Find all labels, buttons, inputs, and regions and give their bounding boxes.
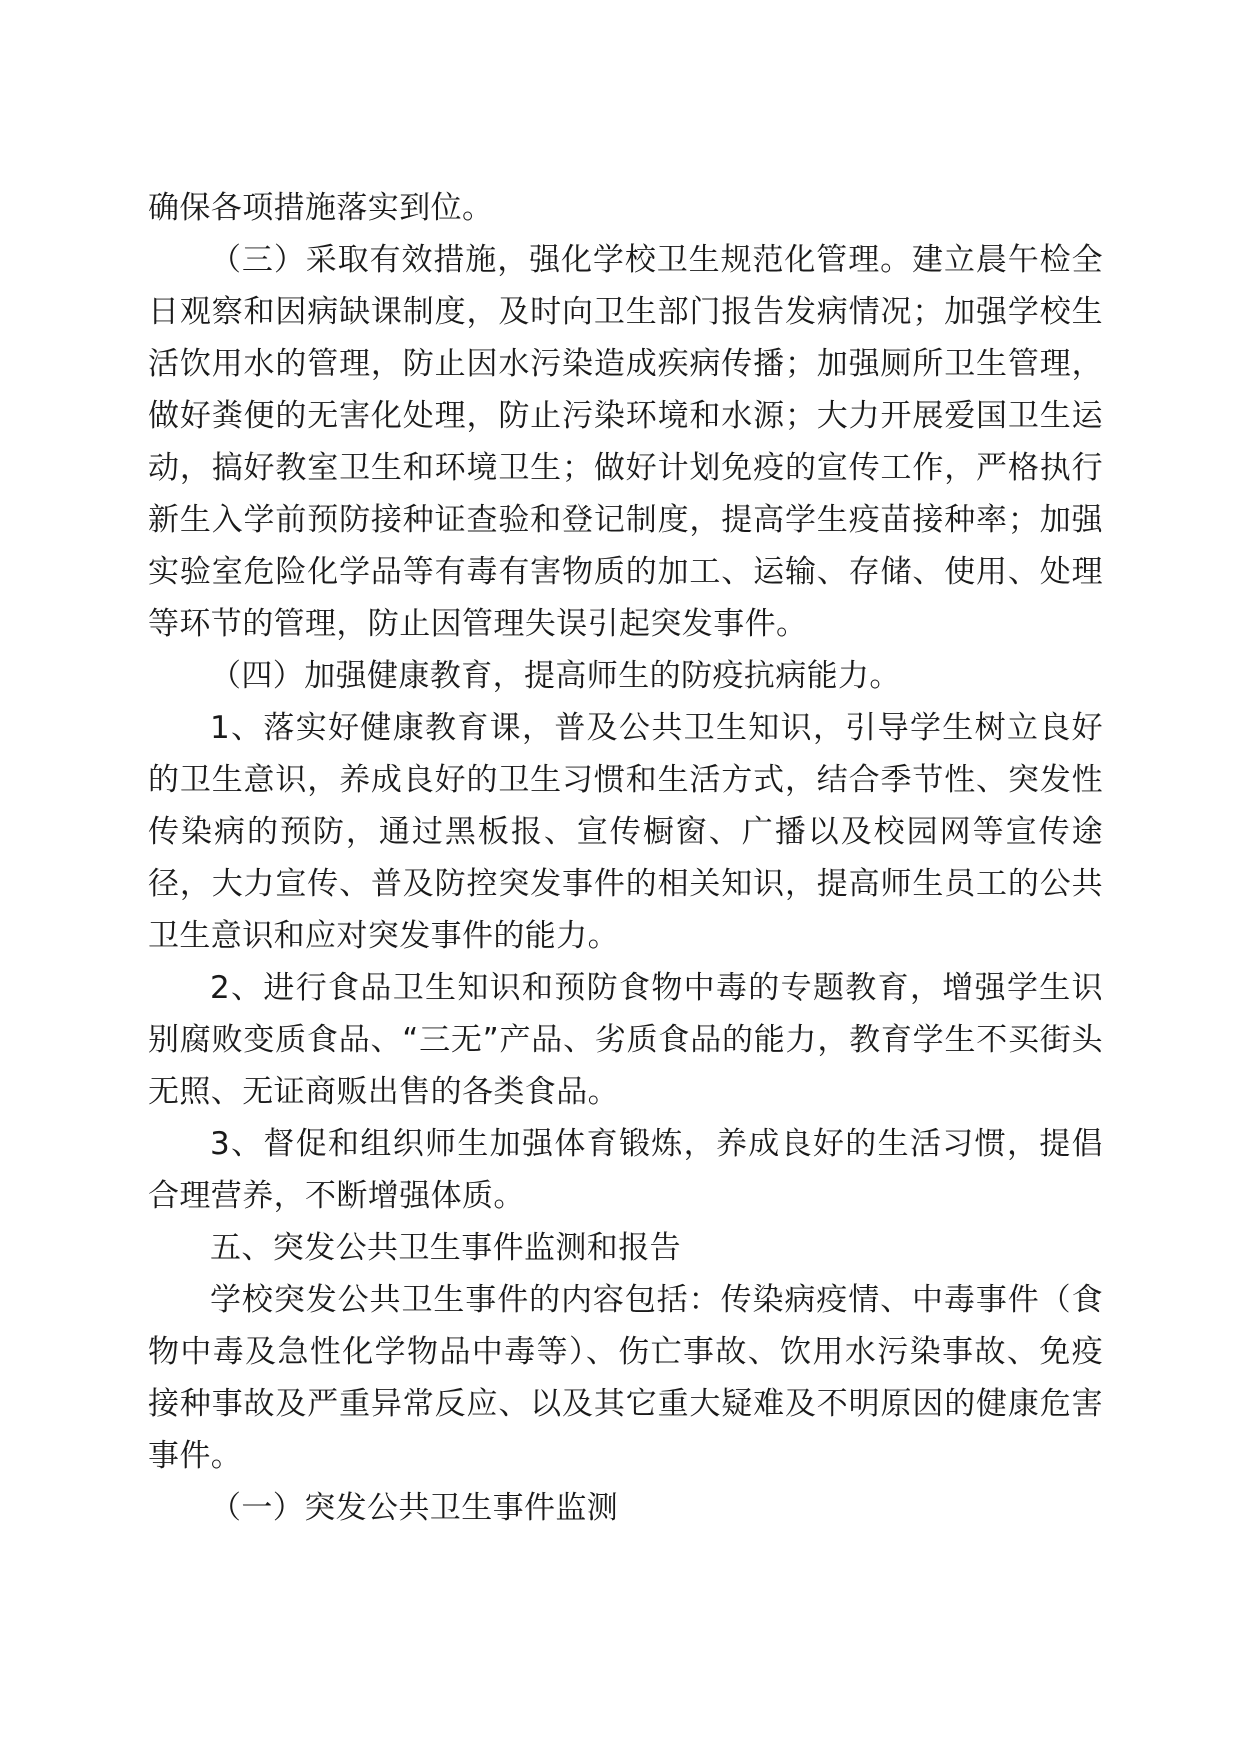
paragraph-section-three: （三）采取有效措施，强化学校卫生规范化管理。建立晨午检全日观察和因病缺课制度，及时向卫生部门报告发病情况；加强学校生活饮用水的管理，防止因水污染造成疾病传播；加强厕所卫生管理，做好粪便的无害化处理，防止污染环境和水源；大力开展爱国卫生运动，搞好教室卫生和环境卫生；做好计划免疫的宣传工作，严格执行新生入学前预防接种证查验和登记制度，提高学生疫苗接种率；加强实验室危险化学品等有毒有害物质的加工、运输、存储、使用、处理等环节的管理，防止因管理失误引起突发事件。: [148, 242, 1103, 642]
paragraph-item-1: 1、落实好健康教育课，普及公共卫生知识，引导学生树立良好的卫生意识，养成良好的卫生习惯和生活方式，结合季节性、突发性传染病的预防，通过黑板报、宣传橱窗、广播以及校园网等宣传途径，大力宣传、普及防控突发事件的相关知识，提高师生员工的公共卫生意识和应对突发事件的能力。: [148, 710, 1103, 954]
paragraph-item-2: 2、进行食品卫生知识和预防食物中毒的专题教育，增强学生识别腐败变质食品、“三无”产品、劣质食品的能力，教育学生不买街头无照、无证商贩出售的各类食品。: [148, 970, 1103, 1110]
paragraph-item-3: 3、督促和组织师生加强体育锻炼，养成良好的生活习惯，提倡合理营养，不断增强体质。: [148, 1126, 1103, 1214]
paragraph-continuation: 确保各项措施落实到位。: [148, 190, 494, 226]
document-body: [148, 182, 1103, 1534]
section-five-heading: 五、突发公共卫生事件监测和报告: [210, 1230, 681, 1266]
paragraph-event-scope: 学校突发公共卫生事件的内容包括：传染病疫情、中毒事件（食物中毒及急性化学物品中毒等）、伤亡事故、饮用水污染事故、免疫接种事故及严重异常反应、以及其它重大疑难及不明原因的健康危害事件。: [148, 1282, 1103, 1474]
paragraph-section-four-heading: （四）加强健康教育，提高师生的防疫抗病能力。: [210, 658, 901, 694]
subsection-one-heading: （一）突发公共卫生事件监测: [210, 1490, 619, 1526]
